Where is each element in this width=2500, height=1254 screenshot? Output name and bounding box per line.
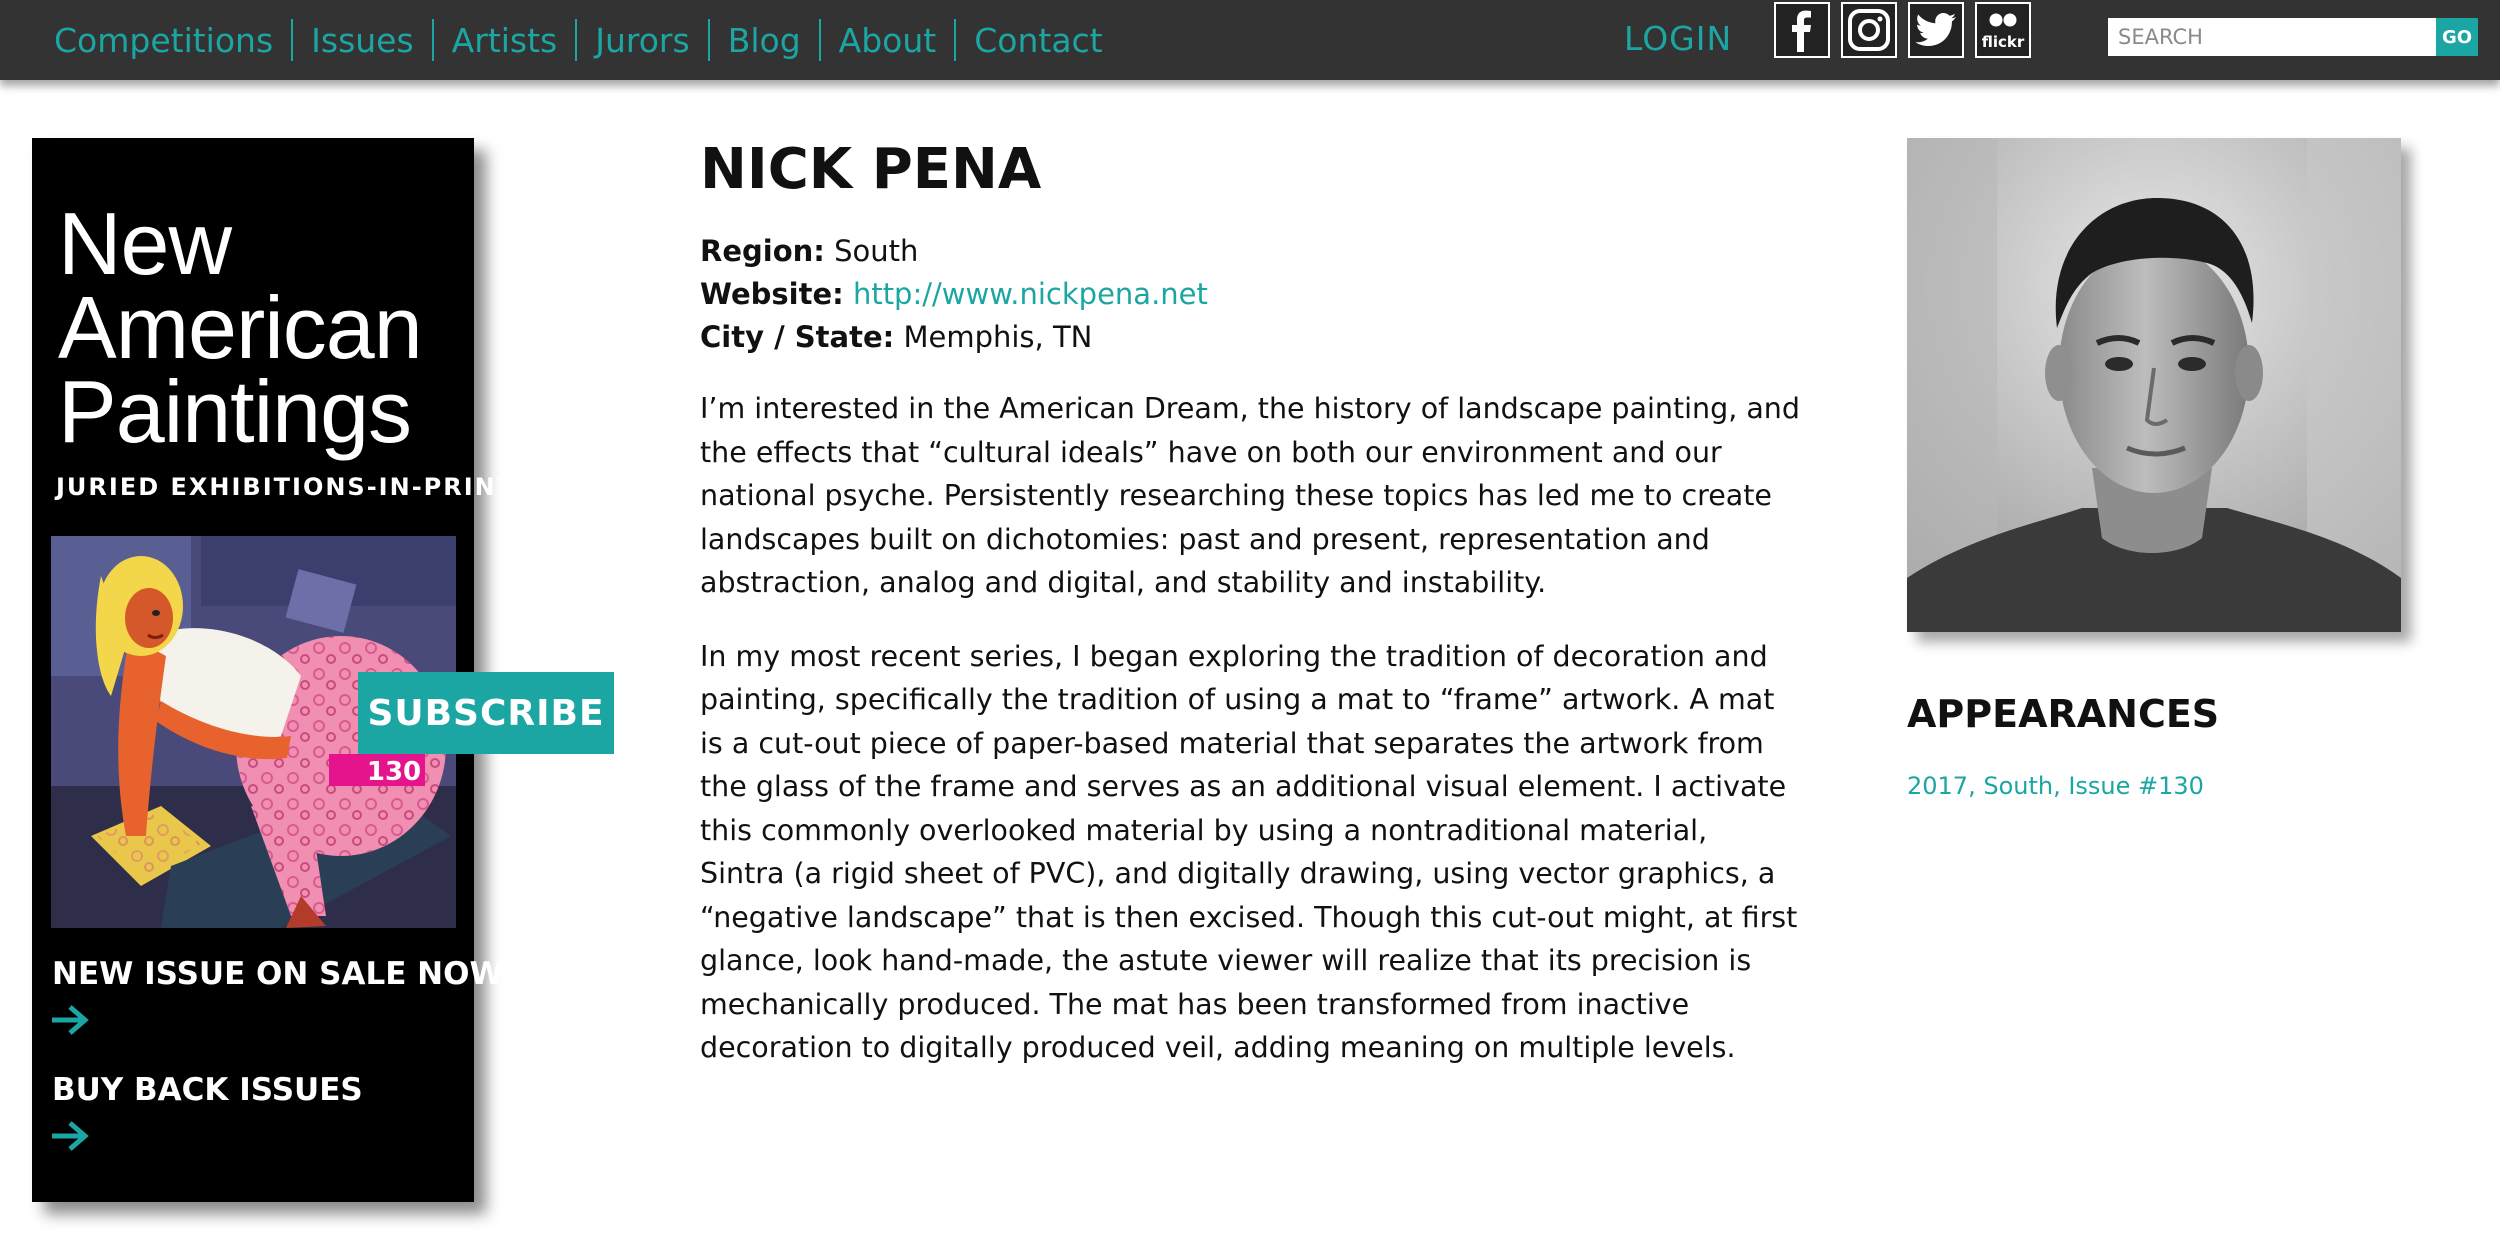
main-nav bbox=[36, 0, 1121, 80]
appearance-link[interactable]: 2017, South, Issue #130 bbox=[1907, 772, 2204, 800]
artist-statement bbox=[700, 387, 1800, 1070]
search-input[interactable] bbox=[2108, 18, 2436, 56]
login-link[interactable]: LOGIN bbox=[1624, 18, 1733, 58]
twitter-icon[interactable] bbox=[1908, 2, 1964, 58]
magazine-ad[interactable] bbox=[32, 138, 605, 1202]
nav-blog[interactable]: Blog bbox=[727, 20, 801, 60]
region-row bbox=[700, 230, 1800, 273]
city-label: City / State: bbox=[700, 320, 895, 354]
nav-issues[interactable]: Issues bbox=[311, 20, 414, 60]
search-go-button[interactable]: GO bbox=[2436, 18, 2478, 56]
top-navigation-bar bbox=[0, 0, 2500, 80]
arrow-right-icon[interactable] bbox=[50, 1120, 90, 1152]
facebook-icon[interactable] bbox=[1774, 2, 1830, 58]
ad-title-line: Paintings bbox=[58, 362, 412, 461]
issue-number: 130 bbox=[366, 757, 422, 786]
region-value: South bbox=[834, 234, 919, 268]
ad-magazine-title bbox=[58, 194, 458, 461]
subscribe-button[interactable]: SUBSCRIBE bbox=[358, 672, 614, 754]
instagram-icon[interactable] bbox=[1841, 2, 1897, 58]
city-value: Memphis, TN bbox=[903, 320, 1093, 354]
bio-paragraph: I’m interested in the American Dream, the history of landscape painting, and the effects that “cultural ideals” have on both our environment and our national psyche. Persistently researching these topics has led me to create landscapes built on dichotomies: past and present, representation and abstraction, analog and digital, and stability and instability. bbox=[700, 392, 1800, 599]
website-link[interactable]: http://www.nickpena.net bbox=[852, 277, 1208, 311]
search-form bbox=[2108, 18, 2478, 56]
website-label: Website: bbox=[700, 277, 844, 311]
city-row bbox=[700, 316, 1800, 359]
ad-tagline: JURIED EXHIBITIONS-IN-PRINT bbox=[56, 473, 516, 501]
region-label: Region: bbox=[700, 234, 825, 268]
new-issue-link[interactable]: NEW ISSUE ON SALE NOW! bbox=[52, 956, 518, 992]
arrow-right-icon[interactable] bbox=[50, 1004, 90, 1036]
back-issues-link[interactable]: BUY BACK ISSUES bbox=[52, 1072, 363, 1108]
artist-name: NICK PENA bbox=[700, 137, 1042, 202]
artist-portrait bbox=[1907, 138, 2401, 632]
nav-competitions[interactable]: Competitions bbox=[54, 20, 274, 60]
flickr-wordmark: flickr bbox=[1981, 33, 2025, 51]
social-links bbox=[1774, 2, 2031, 58]
appearances-heading: APPEARANCES bbox=[1907, 692, 2220, 736]
nav-contact[interactable]: Contact bbox=[974, 20, 1103, 60]
bio-paragraph: In my most recent series, I began exploring the tradition of decoration and painting, specifically the tradition of using a mat to “frame” artwork. A mat is a cut-out piece of paper-based material that separates the artwork from the glass of the frame and serves as an additional visual element. I activate this commonly overlooked material by using a nontraditional material, Sintra (a rigid sheet of PVC), and digitally drawing, using vector graphics, a “negative landscape” that is then excised. Though this cut-out might, at first glance, look hand-made, the astute viewer will realize that its precision is mechanically produced. The mat has been transformed from inactive decoration to digitally produced veil, adding meaning on multiple levels. bbox=[700, 639, 1798, 1064]
issue-badge bbox=[329, 754, 425, 786]
nav-jurors[interactable]: Jurors bbox=[595, 20, 690, 60]
flickr-icon[interactable] bbox=[1975, 2, 2031, 58]
artist-profile bbox=[700, 138, 1800, 1100]
ad-title-line: American bbox=[58, 278, 422, 377]
nav-about[interactable]: About bbox=[838, 20, 937, 60]
artist-meta bbox=[700, 230, 1800, 359]
nav-artists[interactable]: Artists bbox=[451, 20, 558, 60]
website-row bbox=[700, 273, 1800, 316]
ad-title-line: New bbox=[58, 194, 232, 293]
